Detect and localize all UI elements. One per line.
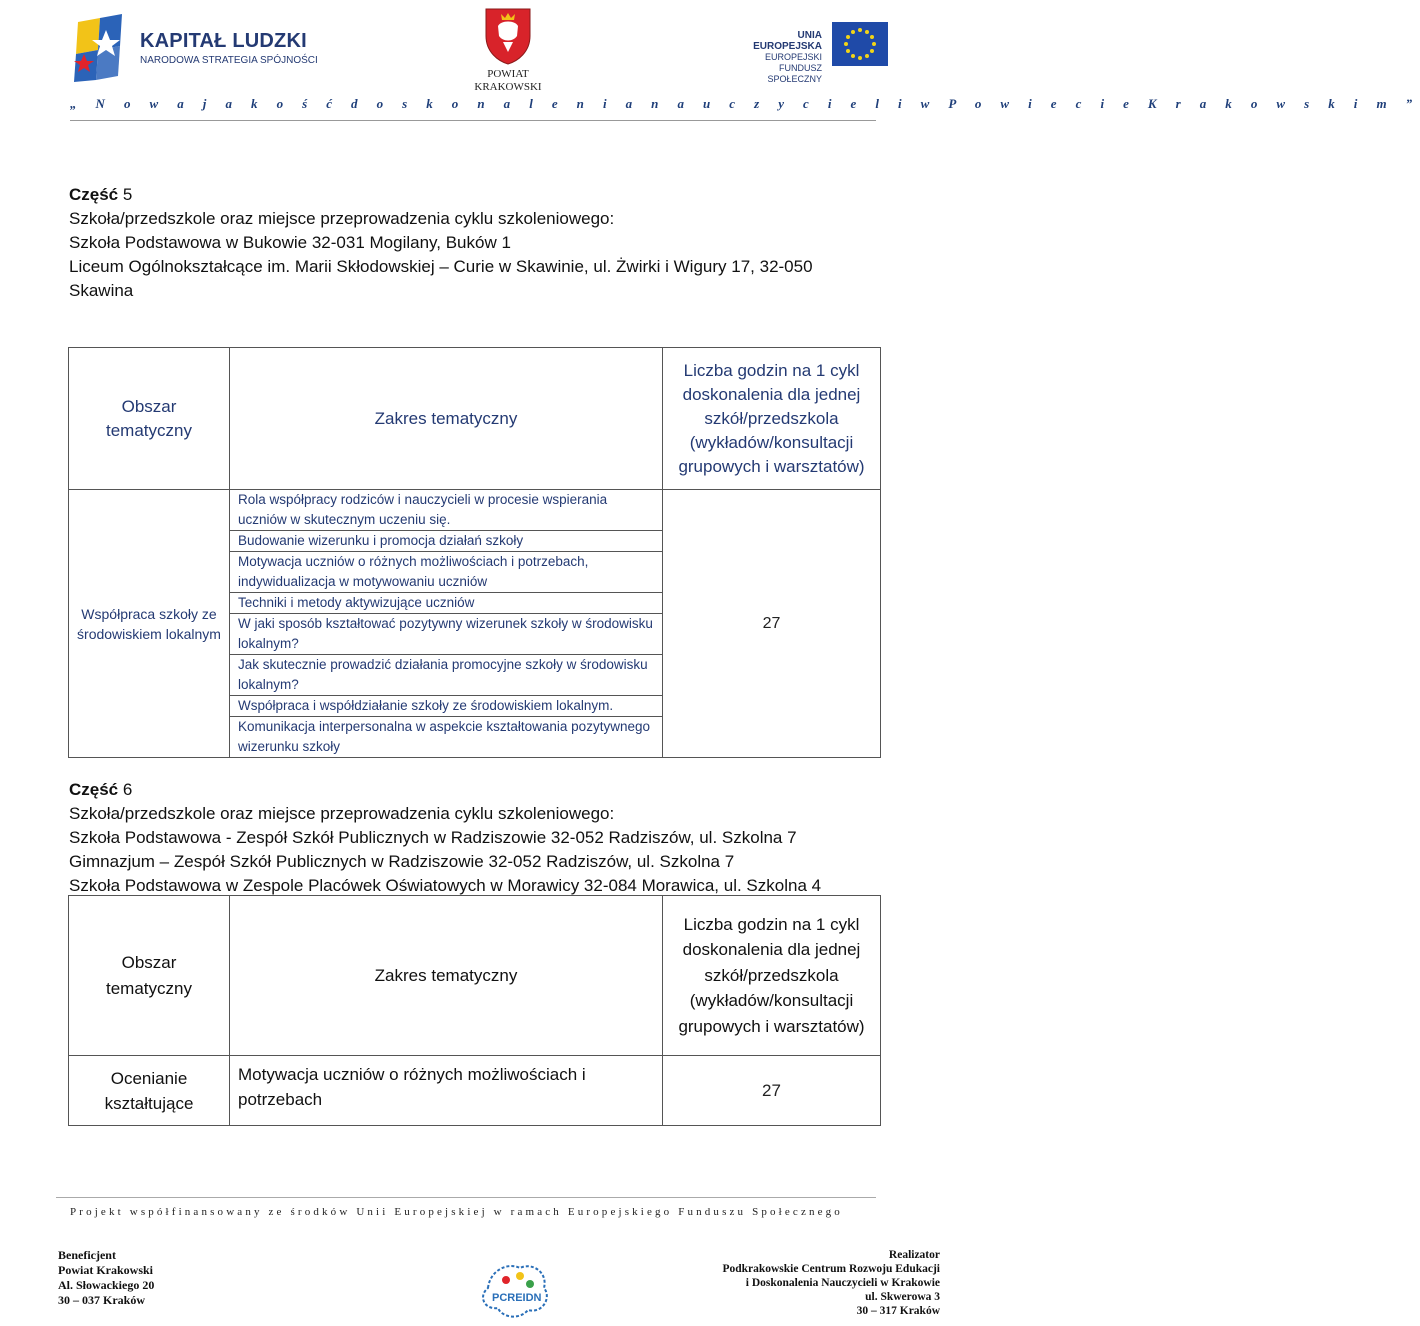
beneficjent-title: Beneficjent: [58, 1248, 116, 1262]
realizator-block: [700, 1248, 940, 1318]
part6-table: [68, 895, 881, 1126]
part5-hours-cell: 27: [663, 490, 881, 758]
powiat-label: [440, 68, 576, 94]
beneficjent-city: 30 – 037 Kraków: [58, 1293, 145, 1307]
part6-line: Szkoła/przedszkole oraz miejsce przeprowadzenia cyklu szkoleniowego:: [69, 804, 615, 823]
project-motto: „ N o w a j a k o ś ć d o s k o n a l e n i a n a u c z y c i e l i w P o w i e c i e K r a k o w s k i m ”: [70, 96, 1420, 111]
realizator-name-2: i Doskonalenia Nauczycieli w Krakowie: [745, 1277, 940, 1289]
table-topic-row: Jak skutecznie prowadzić działania promocyjne szkoły w środowisku lokalnym?: [230, 655, 663, 696]
part6-col-topic-header: Zakres tematyczny: [230, 896, 663, 1056]
part6-area-cell: Ocenianie kształtujące: [69, 1056, 230, 1126]
part5-col-hours-header: Liczba godzin na 1 cykl doskonalenia dla jednej szkół/przedszkola (wykładów/konsultacji grupowych i warsztatów): [663, 348, 881, 490]
part5-label: Część: [69, 185, 119, 204]
table-topic-row: Współpraca i współdziałanie szkoły ze środowiskiem lokalnym.: [230, 696, 663, 717]
powiat-line-2: KRAKOWSKI: [474, 81, 542, 93]
ue-label: [732, 30, 822, 85]
table-topic-row: W jaki sposób kształtować pozytywny wizerunek szkoły w środowisku lokalnym?: [230, 614, 663, 655]
kapital-ludzki-subtitle: NARODOWA STRATEGIA SPÓJNOŚCI: [140, 55, 318, 66]
pcreidn-logo-text: PCREIDN: [492, 1292, 542, 1304]
table-topic-row: Komunikacja interpersonalna w aspekcie kształtowania pozytywnego wizerunku szkoły: [230, 717, 663, 758]
realizator-street: ul. Skwerowa 3: [865, 1291, 940, 1303]
table-topic-row: Rola współpracy rodziców i nauczycieli w procesie wspierania uczniów w skutecznym uczeniu się.: [230, 490, 663, 531]
kapital-ludzki-title: KAPITAŁ LUDZKI: [140, 30, 307, 52]
project-cofinanced-note: Projekt współfinansowany ze środków Unii Europejskiej w ramach Europejskiego Funduszu Społecznego: [70, 1206, 843, 1218]
part5-heading: [69, 183, 813, 303]
part5-line: Skawina: [69, 281, 134, 300]
part5-line: Szkoła Podstawowa w Bukowie 32-031 Mogilany, Buków 1: [69, 233, 511, 252]
beneficjent-block: [58, 1248, 154, 1308]
table-topic-row: Techniki i metody aktywizujące uczniów: [230, 593, 663, 614]
ue-line-2: EUROPEJSKI: [764, 52, 822, 62]
part5-table: [68, 347, 881, 758]
ue-line-3: FUNDUSZ SPOŁECZNY: [767, 63, 822, 84]
part5-line: Liceum Ogólnokształcące im. Marii Skłodowskiej – Curie w Skawinie, ul. Żwirki i Wigury 17, 32-050: [69, 257, 813, 276]
realizator-city: 30 – 317 Kraków: [856, 1305, 940, 1317]
header-divider: [70, 120, 876, 121]
part5-line: Szkoła/przedszkole oraz miejsce przeprowadzenia cyklu szkoleniowego:: [69, 209, 615, 228]
part6-line: Gimnazjum – Zespół Szkół Publicznych w Radziszowie 32-052 Radziszów, ul. Szkolna 7: [69, 852, 735, 871]
part6-number: 6: [122, 780, 133, 799]
beneficjent-street: Al. Słowackiego 20: [58, 1278, 155, 1292]
part6-label: Część: [69, 780, 119, 799]
part6-hours-cell: 27: [663, 1056, 881, 1126]
part6-line: Szkoła Podstawowa w Zespole Placówek Oświatowych w Morawicy 32-084 Morawica, ul. Szkolna 4: [69, 876, 822, 895]
realizator-name-1: Podkrakowskie Centrum Rozwoju Edukacji: [722, 1263, 940, 1275]
powiat-crest-icon: [483, 6, 533, 66]
part6-col-hours-header: Liczba godzin na 1 cykl doskonalenia dla jednej szkół/przedszkola (wykładów/konsultacji grupowych i warsztatów): [663, 896, 881, 1056]
part5-number: 5: [122, 185, 133, 204]
table-topic-row: Budowanie wizerunku i promocja działań szkoły: [230, 531, 663, 552]
part5-area-cell: Współpraca szkoły ze środowiskiem lokalnym: [69, 490, 230, 758]
part6-col-area-header: Obszar tematyczny: [69, 896, 230, 1056]
part6-line: Szkoła Podstawowa - Zespół Szkół Publicznych w Radziszowie 32-052 Radziszów, ul. Szkolna 7: [69, 828, 797, 847]
table-topic-row: Motywacja uczniów o różnych możliwościach i potrzebach, indywidualizacja w motywowaniu uczniów: [230, 552, 663, 593]
beneficjent-name: Powiat Krakowski: [58, 1263, 154, 1277]
part6-heading: [69, 778, 821, 898]
powiat-line-1: POWIAT: [487, 68, 529, 80]
footer-divider: [56, 1197, 876, 1198]
eu-flag-icon: [832, 22, 888, 66]
part5-col-topic-header: Zakres tematyczny: [230, 348, 663, 490]
part6-topic-cell: Motywacja uczniów o różnych możliwościach i potrzebach: [230, 1056, 663, 1126]
part5-col-area-header: Obszar tematyczny: [69, 348, 230, 490]
pcreidn-logo: [468, 1258, 558, 1320]
realizator-title: Realizator: [888, 1249, 940, 1261]
ue-line-1: UNIA EUROPEJSKA: [753, 30, 822, 52]
